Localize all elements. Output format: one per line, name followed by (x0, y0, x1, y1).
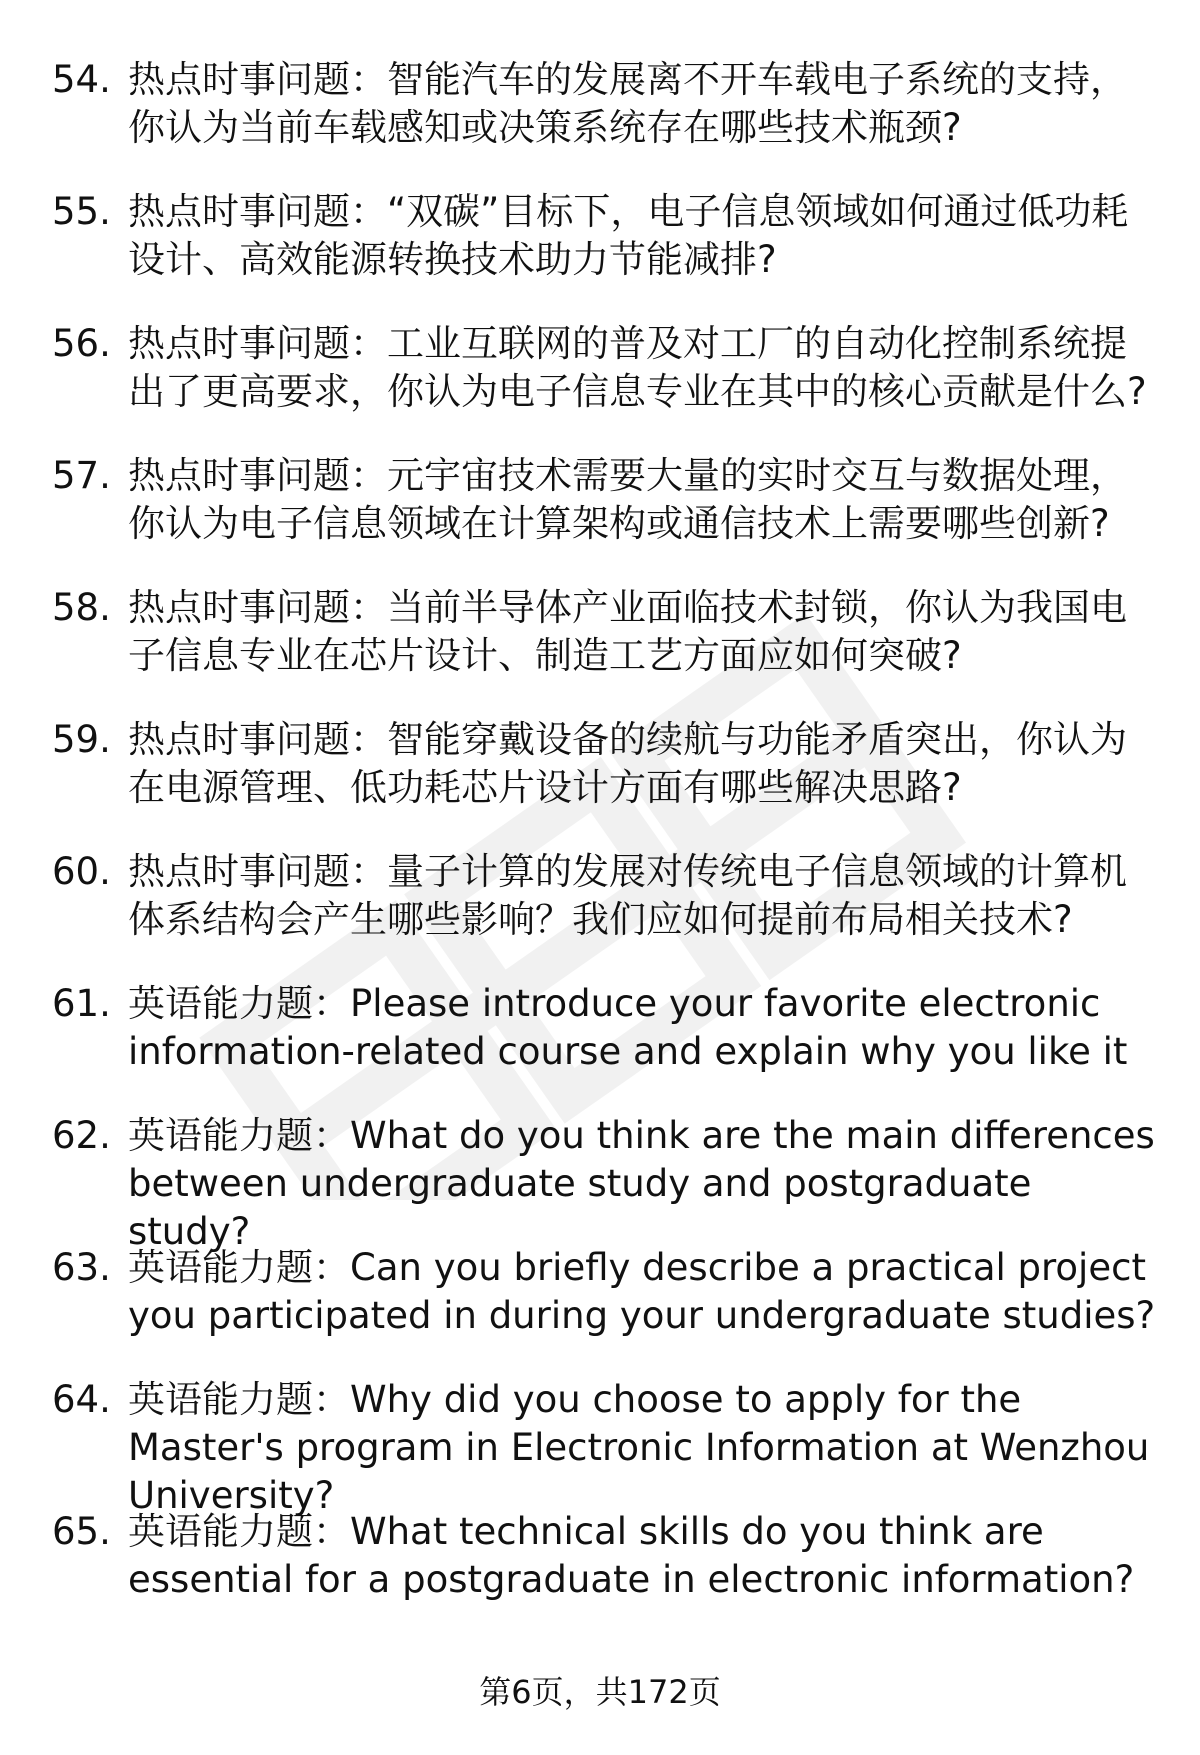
question-text: 热点时事问题：工业互联网的普及对工厂的自动化控制系统提出了更高要求，你认为电子信息专业在其中的核心贡献是什么? (128, 322, 1147, 413)
question-item-64 (52, 1376, 1162, 1520)
question-number: 57. (52, 454, 111, 497)
question-item-62 (52, 1112, 1162, 1256)
question-text: 热点时事问题：智能汽车的发展离不开车载电子系统的支持，你认为当前车载感知或决策系统存在哪些技术瓶颈? (128, 58, 1127, 149)
question-number: 60. (52, 850, 111, 893)
question-item-60 (52, 848, 1162, 944)
question-number: 64. (52, 1378, 111, 1421)
question-text: 热点时事问题：当前半导体产业面临技术封锁，你认为我国电子信息专业在芯片设计、制造工艺方面应如何突破? (128, 586, 1127, 677)
question-text: 热点时事问题：“双碳”目标下，电子信息领域如何通过低功耗设计、高效能源转换技术助力节能减排? (128, 190, 1129, 281)
question-number: 63. (52, 1246, 111, 1289)
question-text: 英语能力题：What technical skills do you think are essential for a postgraduate in electronic information? (128, 1510, 1135, 1601)
question-text: 英语能力题：Why did you choose to apply for the Master's program in Electronic Information at Wenzhou University? (128, 1378, 1150, 1517)
question-item-61 (52, 980, 1162, 1076)
question-number: 62. (52, 1114, 111, 1157)
question-item-58 (52, 584, 1162, 680)
question-item-56 (52, 320, 1162, 416)
question-text: 英语能力题：Please introduce your favorite electronic information-related course and explain why you like it (128, 982, 1128, 1073)
question-text: 热点时事问题：量子计算的发展对传统电子信息领域的计算机体系结构会产生哪些影响？我们应如何提前布局相关技术? (128, 850, 1127, 941)
question-number: 55. (52, 190, 111, 233)
question-item-57 (52, 452, 1162, 548)
question-text: 热点时事问题：元宇宙技术需要大量的实时交互与数据处理，你认为电子信息领域在计算架构或通信技术上需要哪些创新? (128, 454, 1127, 545)
question-item-59 (52, 716, 1162, 812)
question-item-54 (52, 56, 1162, 152)
question-text: 英语能力题：Can you briefly describe a practical project you participated in during your undergraduate studies? (128, 1246, 1156, 1337)
question-number: 56. (52, 322, 111, 365)
question-item-55 (52, 188, 1162, 284)
question-number: 61. (52, 982, 111, 1025)
question-text: 热点时事问题：智能穿戴设备的续航与功能矛盾突出，你认为在电源管理、低功耗芯片设计方面有哪些解决思路? (128, 718, 1127, 809)
question-number: 54. (52, 58, 111, 101)
question-item-65 (52, 1508, 1162, 1604)
question-number: 65. (52, 1510, 111, 1553)
question-text: 英语能力题：What do you think are the main differences between undergraduate study and postgraduate study? (128, 1114, 1155, 1253)
question-number: 58. (52, 586, 111, 629)
question-number: 59. (52, 718, 111, 761)
question-item-63 (52, 1244, 1162, 1340)
page-footer: 第6页，共172页 (479, 1673, 721, 1711)
